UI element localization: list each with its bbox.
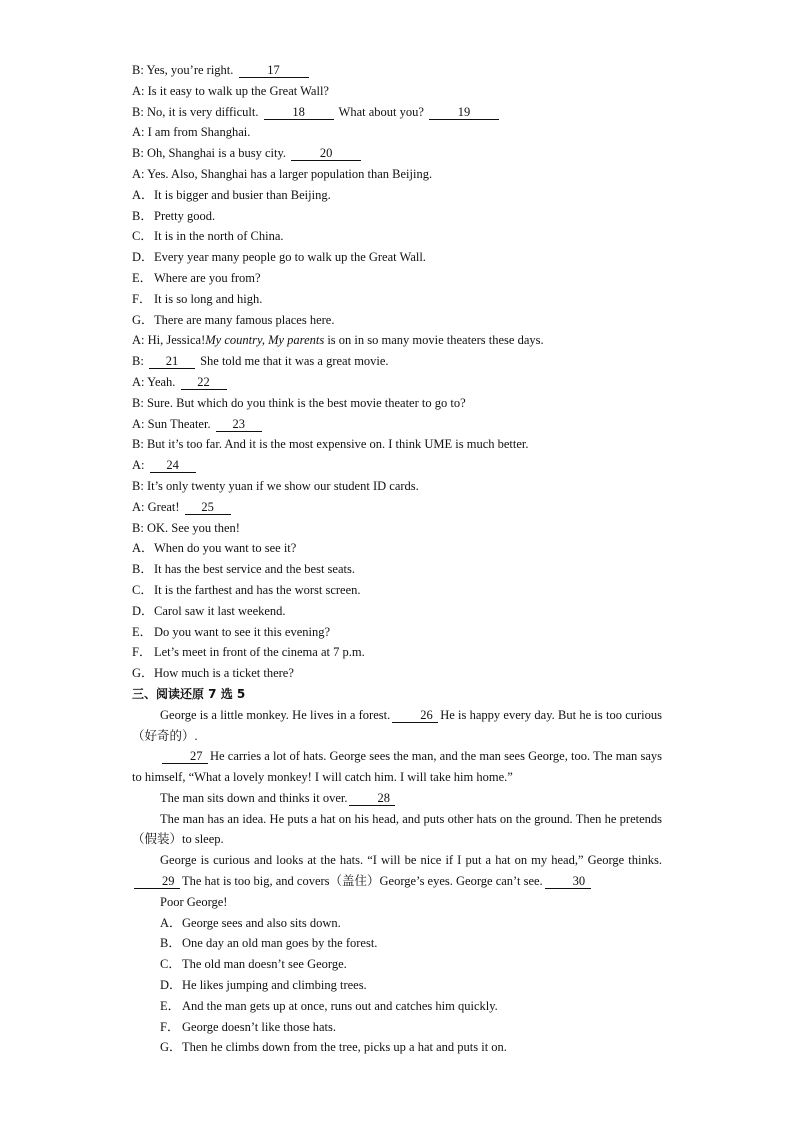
answer-blank[interactable]: 27 xyxy=(162,749,208,764)
story-paragraph: George is a little monkey. He lives in a forest. 26 He is happy every day. But he is too curious（好奇的）. xyxy=(132,707,662,743)
option-item: E． And the man gets up at once, runs out and catches him quickly. xyxy=(160,998,498,1013)
option-item: E． Do you want to see it this evening? xyxy=(132,624,331,639)
story-paragraph: George is curious and looks at the hats. “I will be nice if I put a hat on my head,” George thinks.29 The hat is too big, and covers（盖住）George’s eyes. George can’t see. 30 xyxy=(132,850,662,892)
section-heading: 三、阅读还原 7 选 5 xyxy=(132,686,246,701)
option-item: E． Where are you from? xyxy=(132,270,261,285)
dialogue-line: A: Yeah. 22 xyxy=(132,372,662,393)
dialogue-line: B: Oh, Shanghai is a busy city. 20 xyxy=(132,143,662,164)
answer-blank[interactable]: 20 xyxy=(291,146,361,161)
option-item: F． It is so long and high. xyxy=(132,291,263,306)
option-item: F． George doesn’t like those hats. xyxy=(160,1019,337,1034)
answer-blank[interactable]: 30 xyxy=(545,874,591,889)
option-item: C．It is the farthest and has the worst screen. xyxy=(132,582,361,597)
option-item: A．When do you want to see it? xyxy=(132,541,297,556)
option-item: A．George sees and also sits down. xyxy=(160,915,341,930)
story-paragraph: Poor George! xyxy=(160,894,228,909)
options-list-1 xyxy=(132,185,662,331)
dialogue-line: B: OK. See you then! xyxy=(132,520,240,535)
dialogue-line: B: It’s only twenty yuan if we show our student ID cards. xyxy=(132,478,419,493)
option-item: C．The old man doesn’t see George. xyxy=(160,957,347,972)
answer-blank[interactable]: 26 xyxy=(392,708,438,723)
dialogue-line: A: Sun Theater. 23 xyxy=(132,414,662,435)
dialogue-line: B: Yes, you’re right. 17 xyxy=(132,60,662,81)
answer-blank[interactable]: 25 xyxy=(185,500,231,515)
option-item: G．Then he climbs down from the tree, picks up a hat and puts it on. xyxy=(160,1040,507,1055)
dialogue-line: A: Is it easy to walk up the Great Wall? xyxy=(132,83,329,98)
story-paragraph: The man sits down and thinks it over. 28 xyxy=(132,788,662,809)
answer-blank[interactable]: 29 xyxy=(134,874,180,889)
dialogue-line: B: But it’s too far. And it is the most expensive on. I think UME is much better. xyxy=(132,437,529,452)
dialogue-line: A: 24 xyxy=(132,455,662,476)
option-item: G．There are many famous places here. xyxy=(132,312,335,327)
dialogue-line: B: 21 She told me that it was a great movie. xyxy=(132,354,389,369)
option-item: B．Pretty good. xyxy=(132,208,216,223)
document-page xyxy=(132,60,662,1058)
story-paragraph: The man has an idea. He puts a hat on his head, and puts other hats on the ground. Then he pretends（假装）to sleep. xyxy=(132,811,662,847)
answer-blank[interactable]: 19 xyxy=(429,105,499,120)
dialogue-line: A: Hi, Jessica!My country, My parents is on in so many movie theaters these days. xyxy=(132,333,544,348)
option-item: D．Carol saw it last weekend. xyxy=(132,603,286,618)
answer-blank[interactable]: 17 xyxy=(239,63,309,78)
answer-blank[interactable]: 28 xyxy=(349,791,395,806)
dialogue-line: B: Sure. But which do you think is the best movie theater to go to? xyxy=(132,395,466,410)
answer-blank[interactable]: 22 xyxy=(181,375,227,390)
option-item: G．How much is a ticket there? xyxy=(132,666,294,681)
dialogue-line: B: No, it is very difficult. 18 What about you? 19 xyxy=(132,102,662,123)
story-paragraph: 27 He carries a lot of hats. George sees the man, and the man sees George, too. The man says to himself, “What a lovely monkey! I will catch him. I will take him home.” xyxy=(132,749,662,785)
options-list-3 xyxy=(132,913,662,1059)
answer-blank[interactable]: 21 xyxy=(149,354,195,369)
answer-blank[interactable]: 24 xyxy=(150,458,196,473)
options-list-2 xyxy=(132,538,662,684)
dialogue-line: A: Yes. Also, Shanghai has a larger population than Beijing. xyxy=(132,166,433,181)
option-item: C．It is in the north of China. xyxy=(132,229,284,244)
option-item: B．One day an old man goes by the forest. xyxy=(160,936,378,951)
option-item: D．Every year many people go to walk up the Great Wall. xyxy=(132,250,426,265)
option-item: F． Let’s meet in front of the cinema at 7 p.m. xyxy=(132,645,365,660)
option-item: B．It has the best service and the best seats. xyxy=(132,562,355,577)
option-item: D．He likes jumping and climbing trees. xyxy=(160,978,367,993)
dialogue-line: A: I am from Shanghai. xyxy=(132,125,251,140)
dialogue-line: A: Great! 25 xyxy=(132,497,662,518)
answer-blank[interactable]: 18 xyxy=(264,105,334,120)
answer-blank[interactable]: 23 xyxy=(216,417,262,432)
option-item: A．It is bigger and busier than Beijing. xyxy=(132,187,331,202)
